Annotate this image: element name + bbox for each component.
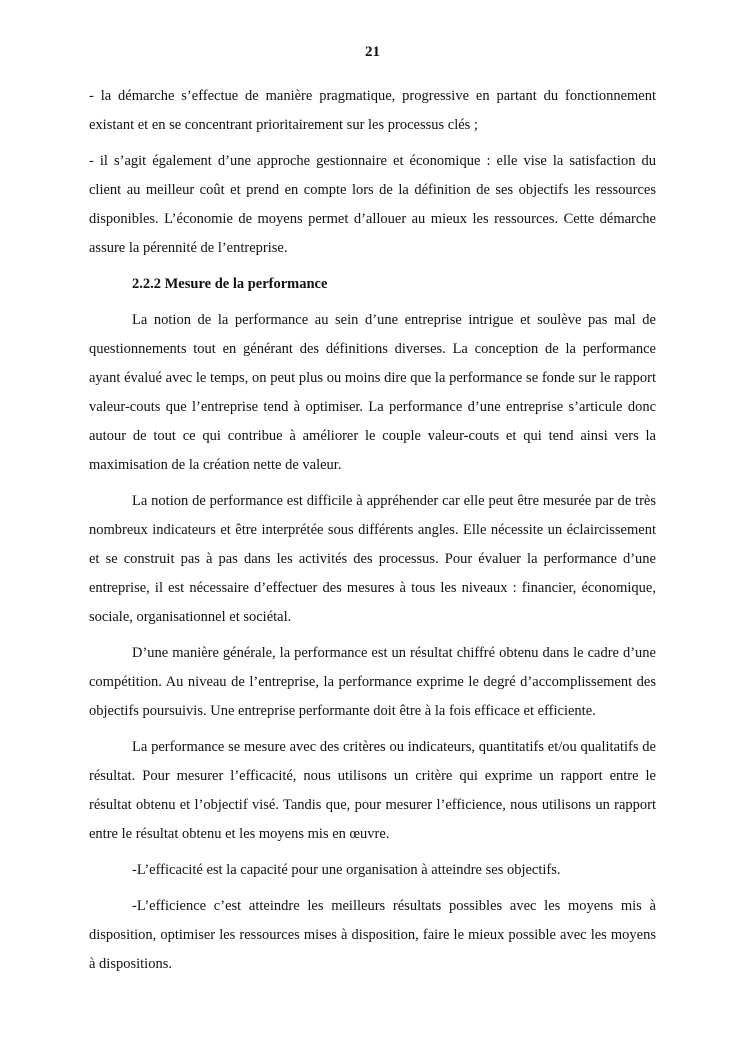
paragraph-performance-measure: La performance se mesure avec des critères ou indicateurs, quantitatifs et/ou qualitatifs de résultat. Pour mesurer l’efficacité, nous utilisons un critère qui exprime un rapport entre le résultat obtenu et l’objectif visé. Tandis que, pour mesurer l’efficience, nous utilisons un rapport entre le résultat obtenu et les moyens mis en œuvre. — [89, 739, 656, 842]
page-number: 21 — [365, 44, 380, 60]
paragraph-performance-general: D’une manière générale, la performance est un résultat chiffré obtenu dans le cadre d’une compétition. Au niveau de l’entreprise, la performance exprime le degré d’accomplissement des objectifs poursuivis. Une entreprise performante doit être à la fois efficace et efficiente. — [89, 645, 656, 719]
paragraph-performance-difficulty: La notion de performance est difficile à appréhender car elle peut être mesurée par de très nombreux indicateurs et être interprétée sous différents angles. Elle nécessite un éclaircissement et se construit pas à pas dans les activités des processus. Pour évaluer la performance d’une entreprise, il est nécessaire d’effectuer des mesures à tous les niveaux : financier, économique, sociale, organisationnel et sociétal. — [89, 493, 656, 625]
paragraph-efficience: -L’efficience c’est atteindre les meilleurs résultats possibles avec les moyens mis à disposition, optimiser les ressources mises à disposition, faire le mieux possible avec les moyens à dispositions. — [89, 898, 656, 972]
document-body — [89, 82, 656, 986]
paragraph-efficacite: -L’efficacité est la capacité pour une organisation à atteindre ses objectifs. — [132, 862, 561, 878]
section-heading: 2.2.2 Mesure de la performance — [132, 276, 328, 292]
paragraph-bullet-pragmatic: - la démarche s’effectue de manière pragmatique, progressive en partant du fonctionnement existant et en se concentrant prioritairement sur les processus clés ; — [89, 88, 656, 133]
paragraph-bullet-management: - il s’agit également d’une approche gestionnaire et économique : elle vise la satisfaction du client au meilleur coût et prend en compte lors de la définition de ses objectifs les ressources disponibles. L’économie de moyens permet d’allouer au mieux les ressources. Cette démarche assure la pérennité de l’entreprise. — [89, 153, 656, 256]
paragraph-performance-notion: La notion de la performance au sein d’une entreprise intrigue et soulève pas mal de questionnements tout en générant des définitions diverses. La conception de la performance ayant évalué avec le temps, on peut plus ou moins dire que la performance se fonde sur le rapport valeur-couts que l’entreprise tend à optimiser. La performance d’une entreprise s’articule donc autour de tout ce qui contribue à améliorer le couple valeur-couts et qui tend ainsi vers la maximisation de la création nette de valeur. — [89, 312, 656, 473]
